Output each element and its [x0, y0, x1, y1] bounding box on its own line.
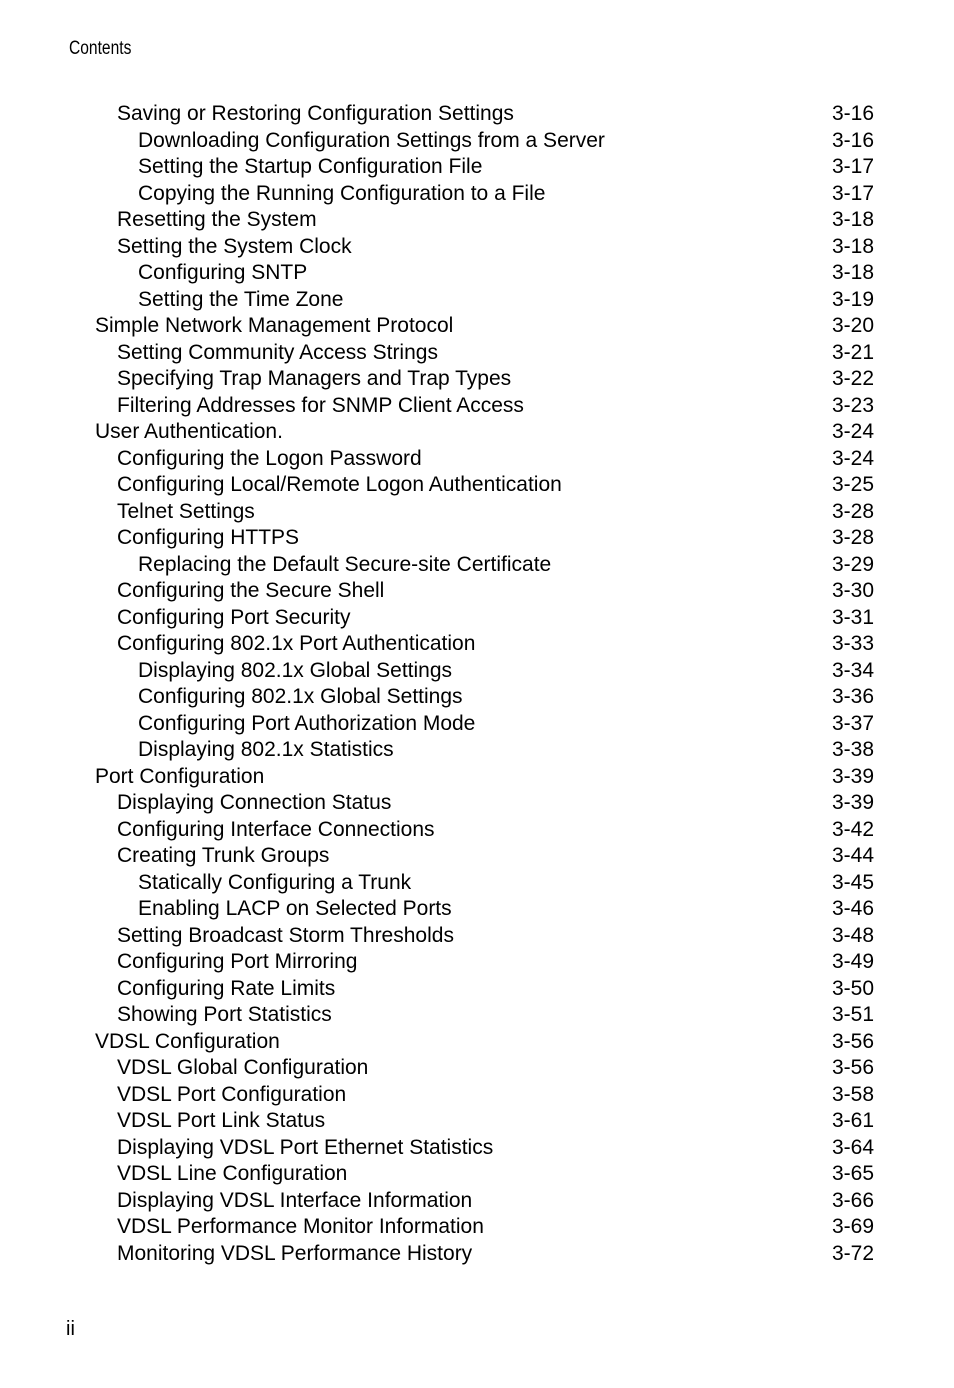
toc-entry-title: Creating Trunk Groups: [117, 844, 330, 867]
toc-entry[interactable]: [0, 313, 954, 340]
toc-entry-title: Specifying Trap Managers and Trap Types: [117, 367, 512, 390]
toc-entry-page: 3-56: [831, 1029, 874, 1053]
toc-entry-page: 3-16: [831, 128, 874, 152]
toc-entry-page: 3-29: [831, 552, 874, 576]
toc-entry-title: Copying the Running Configuration to a File: [138, 181, 546, 205]
toc-entry-title: Displaying Connection Status: [117, 791, 392, 814]
toc-entry-page: 3-69: [831, 1215, 874, 1238]
toc-entry[interactable]: [0, 366, 954, 393]
toc-entry[interactable]: [0, 896, 954, 923]
toc-entry-title: VDSL Port Link Status: [117, 1109, 326, 1132]
toc-entry-page: 3-24: [831, 420, 874, 443]
toc-entry[interactable]: [0, 1214, 954, 1241]
toc-entry-title: Configuring Port Mirroring: [117, 950, 358, 973]
toc-entry[interactable]: [0, 843, 954, 870]
toc-entry[interactable]: [0, 976, 954, 1003]
toc-entry[interactable]: [0, 1161, 954, 1188]
toc-entry-page: 3-34: [831, 658, 874, 682]
toc-entry[interactable]: [0, 764, 954, 791]
toc-entry-title: Telnet Settings: [117, 499, 255, 523]
toc-entry[interactable]: [0, 737, 954, 764]
toc-entry-page: 3-72: [831, 1241, 874, 1265]
toc-entry-title: Configuring the Logon Password: [117, 446, 422, 470]
toc-entry-page: 3-65: [831, 1162, 874, 1185]
toc-entry[interactable]: [0, 181, 954, 208]
toc-entry-title: Setting the System Clock: [117, 234, 352, 258]
toc-entry-page: 3-17: [831, 181, 874, 205]
page-number: ii: [66, 1318, 75, 1340]
toc-entry-page: 3-37: [831, 711, 874, 735]
toc-entry-title: Enabling LACP on Selected Ports: [138, 897, 452, 920]
toc-entry-title: Downloading Configuration Settings from a Server: [138, 128, 605, 152]
toc-entry[interactable]: [0, 1241, 954, 1268]
toc-entry-title: Resetting the System: [117, 208, 317, 231]
toc-entry-title: Configuring Rate Limits: [117, 976, 336, 1000]
toc-entry[interactable]: [0, 154, 954, 181]
toc-entry[interactable]: [0, 1029, 954, 1056]
toc-entry-title: Setting Community Access Strings: [117, 340, 438, 364]
toc-entry-page: 3-51: [831, 1003, 874, 1026]
toc-entry[interactable]: [0, 472, 954, 499]
toc-entry-title: Replacing the Default Secure-site Certificate: [138, 552, 552, 576]
toc-entry-title: Filtering Addresses for SNMP Client Access: [117, 393, 524, 417]
toc-entry[interactable]: [0, 1108, 954, 1135]
toc-entry[interactable]: [0, 525, 954, 552]
toc-entry-page: 3-42: [831, 817, 874, 841]
toc-entry-page: 3-64: [831, 1135, 874, 1159]
toc-entry-page: 3-25: [831, 473, 874, 496]
toc-entry-title: Configuring 802.1x Port Authentication: [117, 632, 476, 655]
toc-entry-title: Configuring Local/Remote Logon Authentication: [117, 473, 562, 496]
toc-entry-page: 3-61: [831, 1109, 874, 1132]
toc-entry[interactable]: [0, 1082, 954, 1109]
toc-entry-page: 3-17: [831, 155, 874, 178]
toc-entry-title: VDSL Line Configuration: [117, 1162, 348, 1185]
toc-entry-page: 3-44: [831, 844, 874, 867]
toc-entry[interactable]: [0, 128, 954, 155]
toc-entry-page: 3-19: [831, 287, 874, 311]
toc-entry-title: Configuring the Secure Shell: [117, 579, 385, 602]
toc-entry-title: Displaying 802.1x Global Settings: [138, 658, 453, 682]
toc-entry-title: User Authentication.: [95, 420, 283, 443]
toc-entry-page: 3-46: [831, 897, 874, 920]
toc-entry-page: 3-38: [831, 738, 874, 761]
toc-entry[interactable]: [0, 234, 954, 261]
toc-entry-page: 3-28: [831, 499, 874, 523]
toc-entry-title: Simple Network Management Protocol: [95, 314, 454, 337]
toc-entry[interactable]: [0, 1135, 954, 1162]
toc-entry-page: 3-56: [831, 1056, 874, 1079]
toc-entry[interactable]: [0, 1188, 954, 1215]
toc-entry[interactable]: [0, 817, 954, 844]
toc-entry-page: 3-18: [831, 208, 874, 231]
toc-entry-page: 3-58: [831, 1082, 874, 1106]
toc-entry[interactable]: [0, 260, 954, 287]
toc-entry-title: Setting the Startup Configuration File: [138, 155, 483, 178]
toc-entry-page: 3-30: [831, 579, 874, 602]
toc-entry-page: 3-24: [831, 446, 874, 470]
toc-entry-title: VDSL Port Configuration: [117, 1082, 347, 1106]
running-header-title: Contents: [69, 38, 132, 59]
toc-entry-page: 3-45: [831, 870, 874, 894]
toc-entry-title: Setting the Time Zone: [138, 287, 344, 311]
toc-entry-page: 3-18: [831, 234, 874, 258]
toc-entry-title: Configuring Interface Connections: [117, 817, 435, 841]
toc-entry-page: 3-31: [831, 605, 874, 629]
toc-entry[interactable]: [0, 949, 954, 976]
toc-entry-page: 3-33: [831, 632, 874, 655]
toc-entry-title: Configuring 802.1x Global Settings: [138, 685, 463, 708]
toc-entry[interactable]: [0, 446, 954, 473]
toc-entry[interactable]: [0, 101, 954, 128]
toc-entry[interactable]: [0, 419, 954, 446]
toc-entry-title: Monitoring VDSL Performance History: [117, 1241, 473, 1265]
toc-entry[interactable]: [0, 393, 954, 420]
toc-entry-title: Displaying 802.1x Statistics: [138, 738, 394, 761]
toc-entry-page: 3-49: [831, 950, 874, 973]
toc-entry-page: 3-16: [831, 102, 874, 125]
toc-entry-page: 3-36: [831, 685, 874, 708]
toc-entry[interactable]: [0, 578, 954, 605]
toc-entry-title: Saving or Restoring Configuration Settings: [117, 102, 514, 125]
toc-entry-page: 3-39: [831, 791, 874, 814]
toc-entry-page: 3-23: [831, 393, 874, 417]
toc-entry[interactable]: [0, 631, 954, 658]
toc-entry-page: 3-20: [831, 314, 874, 337]
toc-entry[interactable]: [0, 340, 954, 367]
toc-entry-page: 3-18: [831, 261, 874, 284]
toc-entry[interactable]: [0, 552, 954, 579]
toc-entry-page: 3-22: [831, 367, 874, 390]
toc-entry[interactable]: [0, 499, 954, 526]
toc-entry-title: Setting Broadcast Storm Thresholds: [117, 923, 454, 947]
toc-entry[interactable]: [0, 605, 954, 632]
toc-entry-title: Port Configuration: [95, 764, 265, 788]
toc-entry-title: Configuring Port Security: [117, 605, 351, 629]
toc-entry[interactable]: [0, 207, 954, 234]
toc-entry-title: Statically Configuring a Trunk: [138, 870, 412, 894]
toc-entry-title: Displaying VDSL Port Ethernet Statistics: [117, 1135, 494, 1159]
toc-entry-page: 3-66: [831, 1188, 874, 1212]
toc-entry[interactable]: [0, 790, 954, 817]
toc-entry[interactable]: [0, 1055, 954, 1082]
toc-entry-title: Configuring HTTPS: [117, 526, 300, 549]
toc-entry-title: Displaying VDSL Interface Information: [117, 1188, 473, 1212]
toc-entry[interactable]: [0, 658, 954, 685]
toc-entry-title: Showing Port Statistics: [117, 1003, 332, 1026]
toc-entry-title: Configuring Port Authorization Mode: [138, 711, 476, 735]
toc-entry-page: 3-48: [831, 923, 874, 947]
toc-entry-title: VDSL Performance Monitor Information: [117, 1215, 484, 1238]
toc-entry-title: VDSL Configuration: [95, 1029, 280, 1053]
toc-entry-page: 3-50: [831, 976, 874, 1000]
toc-entry[interactable]: [0, 711, 954, 738]
toc-entry-page: 3-28: [831, 526, 874, 549]
toc-entry[interactable]: [0, 923, 954, 950]
toc-entry-page: 3-39: [831, 764, 874, 788]
toc-entry[interactable]: [0, 1002, 954, 1029]
toc-entry-title: Configuring SNTP: [138, 261, 308, 284]
toc-entry[interactable]: [0, 684, 954, 711]
toc-entry[interactable]: [0, 870, 954, 897]
toc-entry[interactable]: [0, 287, 954, 314]
toc-entry-title: VDSL Global Configuration: [117, 1056, 369, 1079]
toc-entry-page: 3-21: [831, 340, 874, 364]
toc-list: [0, 101, 954, 1267]
